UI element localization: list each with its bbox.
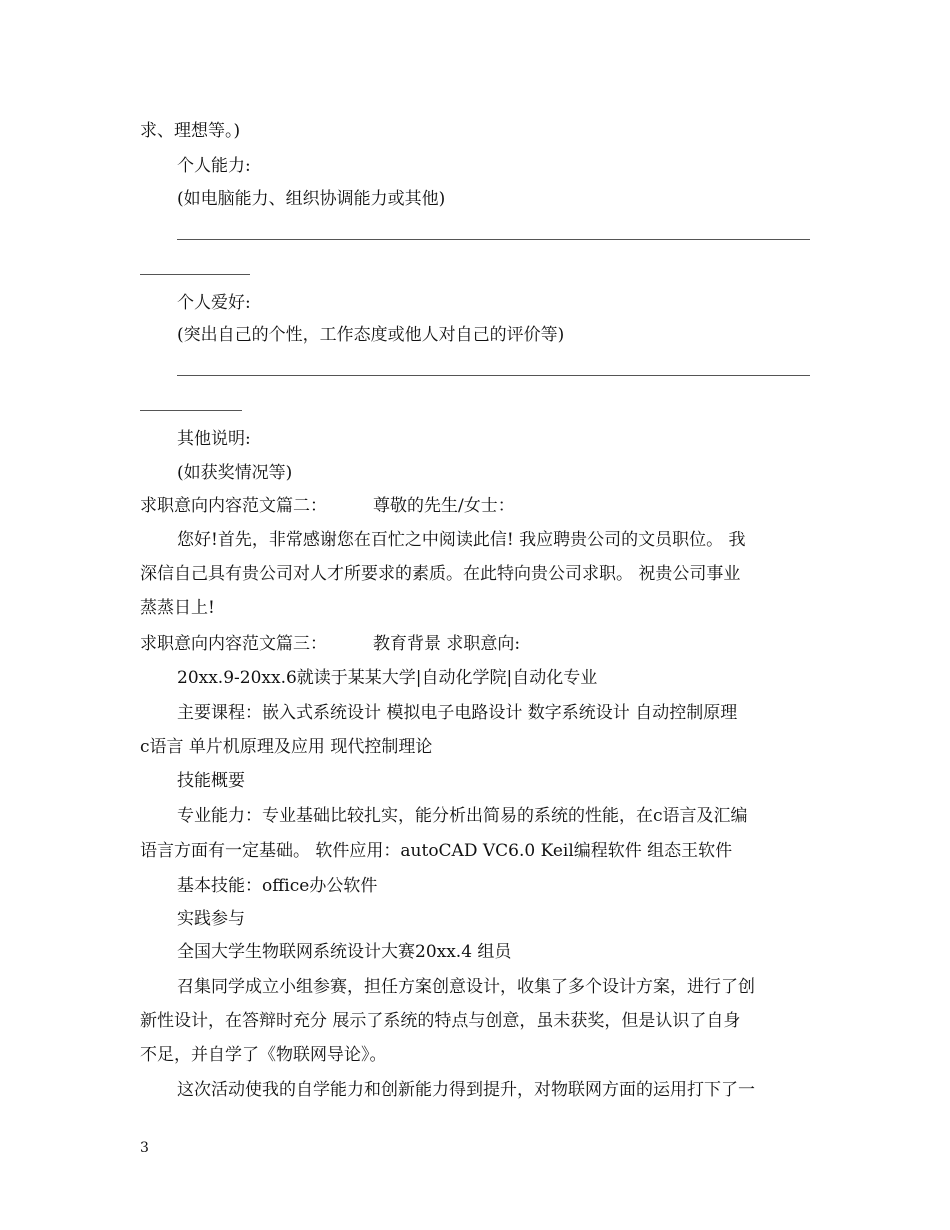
fill-in-line <box>140 410 242 411</box>
text-line: 这次活动使我的自学能力和创新能力得到提升，对物联网方面的运用打下了一 <box>177 1080 755 1100</box>
page-number: 3 <box>140 1140 149 1156</box>
text-line: 不足，并自学了《物联网导论》。 <box>140 1045 387 1065</box>
text-line: 20xx.9-20xx.6就读于某某大学|自动化学院|自动化专业 <box>177 668 598 688</box>
text-line: c语言 单片机原理及应用 现代控制理论 <box>140 737 433 757</box>
heading-text: 求职意向内容范文篇三： <box>140 634 327 654</box>
fill-in-line <box>177 375 810 376</box>
heading-text: 求职意向内容范文篇二： <box>140 496 327 516</box>
text-line: 语言方面有一定基础。 软件应用：autoCAD VC6.0 Keil编程软件 组态王软件 <box>140 841 733 861</box>
section-label-other: 其他说明: <box>177 429 251 449</box>
fill-in-line <box>140 274 250 275</box>
text-line: 求、理想等。) <box>140 121 241 141</box>
fill-in-line <box>177 239 810 240</box>
text-line: 深信自己具有贵公司对人才所要求的素质。在此特向贵公司求职。 祝贵公司事业 <box>140 564 741 584</box>
section-label-ability: 个人能力: <box>177 156 251 176</box>
text-line: (如获奖情况等) <box>177 463 293 483</box>
section-label-hobby: 个人爱好: <box>177 293 251 313</box>
text-line: (突出自己的个性，工作态度或他人对自己的评价等) <box>177 325 565 345</box>
salutation: 尊敬的先生/女士： <box>373 496 515 516</box>
text-line: 蒸蒸日上! <box>140 598 215 618</box>
text-line: 主要课程：嵌入式系统设计 模拟电子电路设计 数字系统设计 自动控制原理 <box>177 703 738 723</box>
section-label-practice: 实践参与 <box>177 909 245 929</box>
text-line: 全国大学生物联网系统设计大赛20xx.4 组员 <box>177 942 512 962</box>
section-heading-2 <box>140 495 515 517</box>
text-line: 基本技能：office办公软件 <box>177 876 378 896</box>
text-line: 专业能力：专业基础比较扎实，能分析出简易的系统的性能，在c语言及汇编 <box>177 806 748 826</box>
text-line: 新性设计，在答辩时充分 展示了系统的特点与创意，虽未获奖，但是认识了自身 <box>140 1011 741 1031</box>
text-line: 召集同学成立小组参赛，担任方案创意设计，收集了多个设计方案，进行了创 <box>177 977 755 997</box>
section-heading-3 <box>140 633 520 655</box>
text-line: (如电脑能力、组织协调能力或其他) <box>177 189 446 209</box>
subheading-text: 教育背景 求职意向: <box>373 634 521 654</box>
text-line: 您好!首先，非常感谢您在百忙之中阅读此信! 我应聘贵公司的文员职位。 我 <box>177 530 746 550</box>
section-label-skills: 技能概要 <box>177 771 245 791</box>
